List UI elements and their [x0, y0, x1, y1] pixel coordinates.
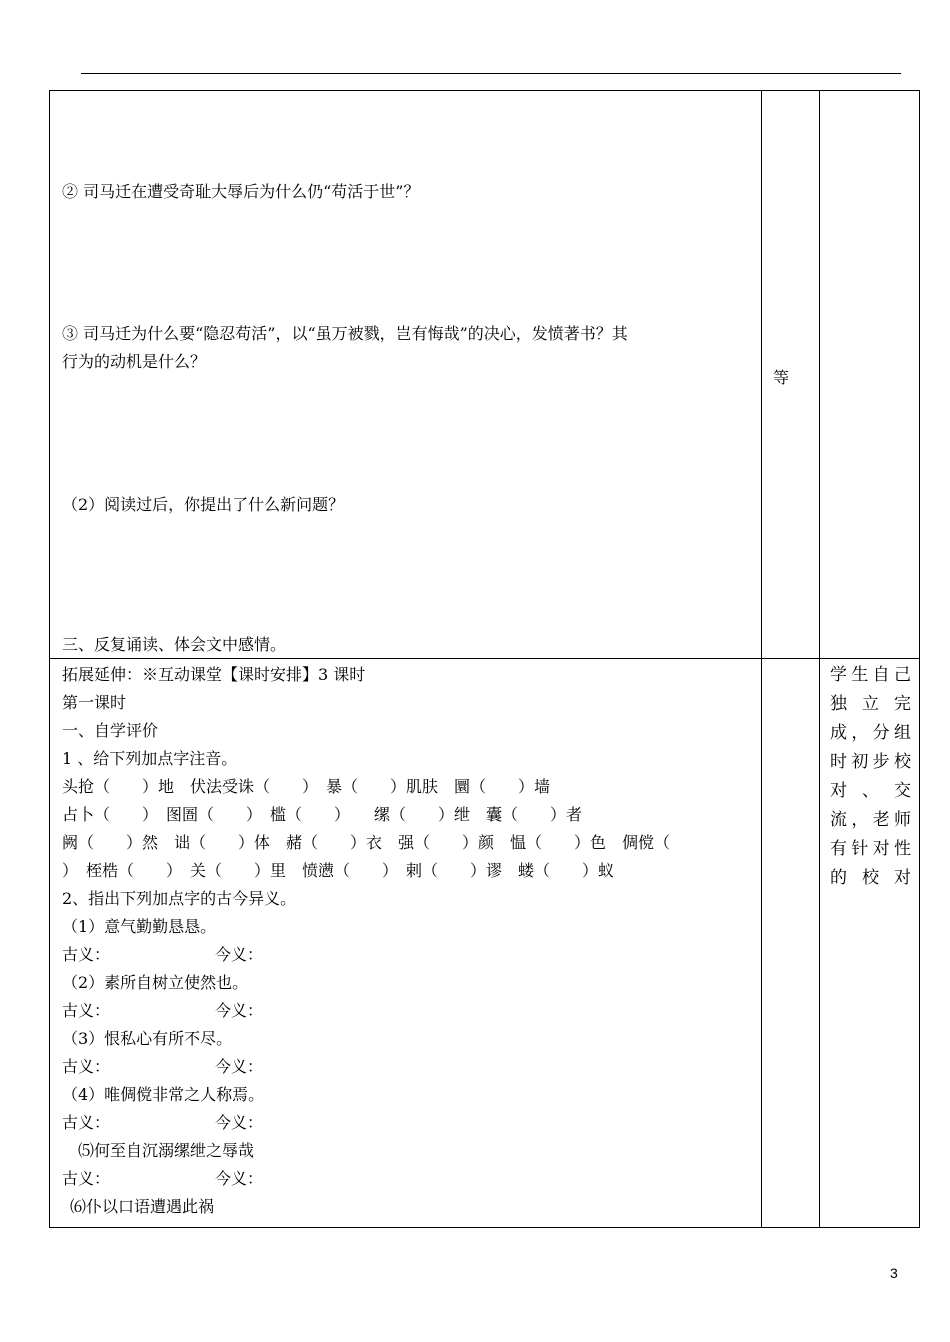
lesson-1-heading: 第一课时 — [62, 693, 127, 712]
jin-label: 今义： — [215, 945, 264, 964]
meaning-q6: ⑹仆以口语遭遇此祸 — [70, 1197, 215, 1216]
pinyin-task: 1 、给下列加点字注音。 — [62, 749, 238, 768]
note-line: 独 立 完 — [830, 694, 911, 714]
pinyin-row-4: ） 桎梏（ ） 关（ ）里 愤懑（ ） 剌（ ）谬 蝼（ ）蚁 — [62, 861, 615, 880]
jin-label: 今义： — [215, 1057, 264, 1076]
pinyin-row-3: 阙（ ）然 诎（ ）体 赭（ ）衣 强（ ）颜 愠（ ）色 倜傥（ — [62, 833, 671, 852]
question-3-line2: 行为的动机是什么？ — [62, 352, 207, 371]
pinyin-row-1: 头抢（ ）地 伏法受诛（ ） 暴（ ）肌肤 圜（ ）墙 — [62, 777, 551, 796]
method-cell-1 — [762, 91, 820, 659]
extension-line: 拓展延伸：※互动课堂【课时安排】3 课时 — [62, 665, 366, 684]
meaning-q4: （4）唯倜傥非常之人称焉。 — [62, 1085, 265, 1104]
meaning-task: 2、指出下列加点字的古今异义。 — [62, 889, 297, 908]
table-row — [50, 91, 920, 659]
page-number: 3 — [890, 1265, 898, 1281]
pinyin-row-2: 占卜（ ） 图圄（ ） 槛（ ） 缧（ ）绁 囊（ ）者 — [62, 805, 583, 824]
meaning-q5: ⑸何至自沉溺缧绁之辱哉 — [78, 1141, 255, 1160]
meaning-q3: （3）恨私心有所不尽。 — [62, 1029, 233, 1048]
teacher-note — [820, 659, 919, 893]
jin-label: 今义： — [215, 1001, 264, 1020]
new-question: （2）阅读过后，你提出了什么新问题？ — [62, 495, 345, 514]
note-line: 的校对 — [830, 868, 911, 888]
note-line: 流，老师 — [830, 810, 911, 830]
note-line: 成，分组 — [830, 723, 911, 743]
content-cell-1 — [50, 91, 762, 659]
jin-label: 今义： — [215, 1169, 264, 1188]
gu-label: 古义： — [62, 1001, 111, 1020]
table-row — [50, 659, 920, 1228]
note-cell-1 — [820, 91, 920, 659]
note-line: 学生自己 — [830, 665, 911, 685]
self-study-heading: 一、自学评价 — [62, 721, 159, 740]
section-3-heading: 三、反复诵读、体会文中感情。 — [62, 635, 287, 654]
jin-label: 今义： — [215, 1113, 264, 1132]
note-line: 有针对性 — [830, 839, 911, 859]
gu-label: 古义： — [62, 1113, 111, 1132]
method-cell-2 — [762, 659, 820, 1228]
note-cell-2 — [820, 659, 920, 1228]
note-line: 时初步校 — [830, 752, 911, 772]
lesson-table — [49, 90, 920, 1228]
gu-label: 古义： — [62, 1057, 111, 1076]
meaning-q2: （2）素所自树立使然也。 — [62, 973, 249, 992]
question-2: ② 司马迁在遭受奇耻大辱后为什么仍“苟活于世”？ — [62, 182, 420, 201]
content-cell-2 — [50, 659, 762, 1228]
question-3-line1: ③ 司马迁为什么要“隐忍苟活”，以“虽万被戮，岂有悔哉”的决心，发愤著书？其 — [62, 324, 628, 343]
method-text: 等 — [773, 368, 790, 387]
gu-label: 古义： — [62, 945, 111, 964]
meaning-q1: （1）意气勤勤恳恳。 — [62, 917, 217, 936]
header-rule — [81, 73, 901, 74]
gu-label: 古义： — [62, 1169, 111, 1188]
note-line: 对 、 交 — [830, 781, 911, 801]
